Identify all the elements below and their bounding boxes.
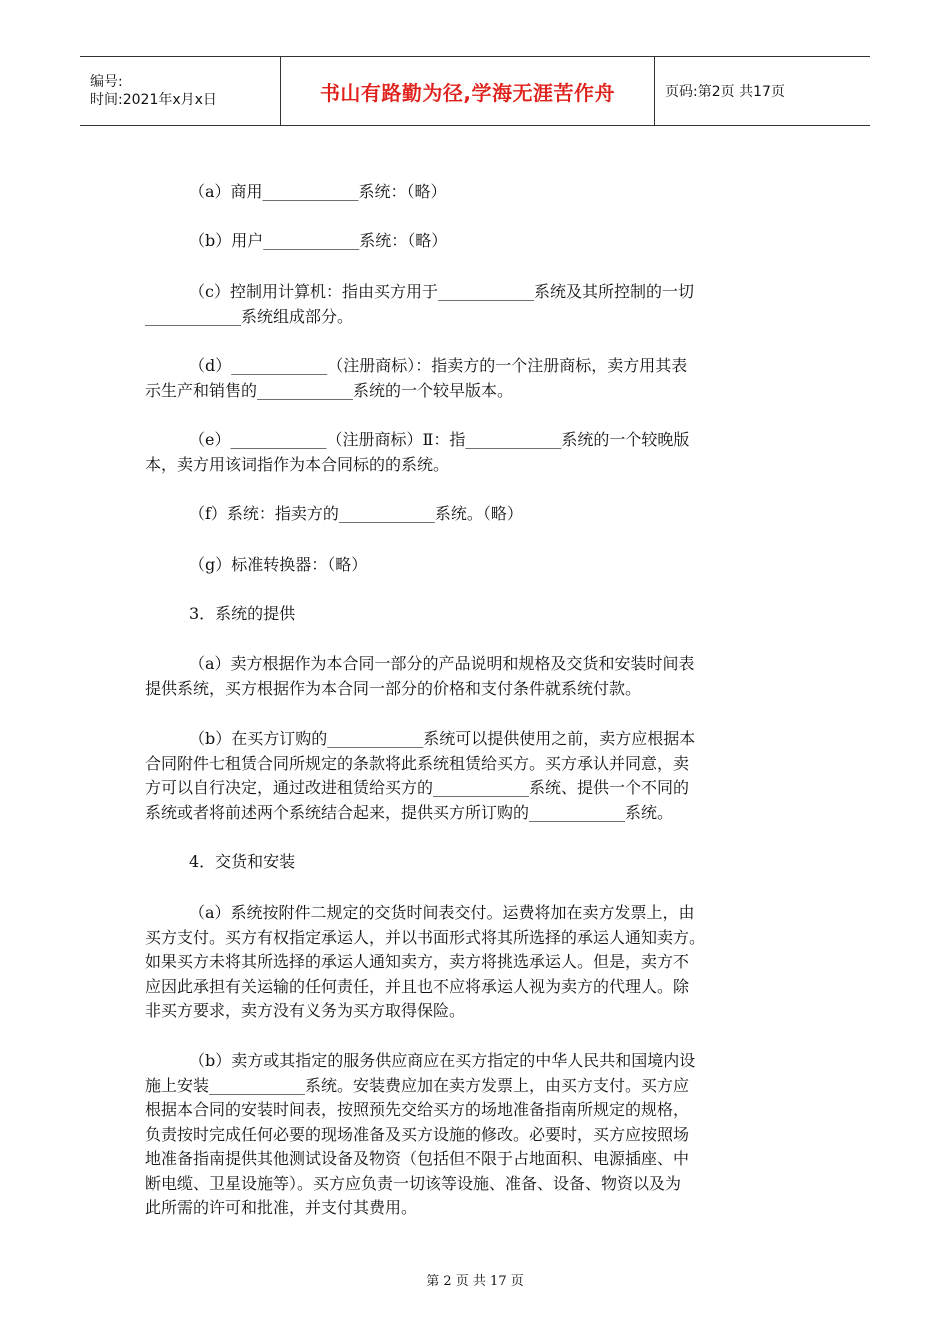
page-header xyxy=(80,56,870,126)
paragraph-line: 系统或者将前述两个系统结合起来，提供买方所订购的____________系统。 xyxy=(145,802,674,822)
paragraph xyxy=(145,1049,805,1221)
paragraph-line: 应因此承担有关运输的任何责任，并且也不应将承运人视为卖方的代理人。除 xyxy=(145,976,690,996)
paragraph-line: 本，卖方用该词指作为本合同标的的系统。 xyxy=(145,454,450,474)
paragraph-line: 非买方要求，卖方没有义务为买方取得保险。 xyxy=(145,1001,466,1020)
paragraph-line: 3．系统的提供 xyxy=(189,604,296,623)
header-meta xyxy=(80,57,281,125)
paragraph-line: （b）在买方订购的____________系统可以提供使用之前，卖方应根据本 xyxy=(189,729,696,748)
paragraph-line: 买方支付。买方有权指定承运人，并以书面形式将其所选择的承运人通知卖方。 xyxy=(145,927,706,947)
header-motto: 书山有路勤为径,学海无涯苦作舟 xyxy=(319,80,616,105)
paragraph-line: 断电缆、卫星设施等）。买方应负责一切该等设施、准备、设备、物资以及为 xyxy=(145,1173,682,1193)
paragraph-line: （d）____________（注册商标）：指卖方的一个注册商标，卖方用其表 xyxy=(189,356,688,375)
header-motto-cell xyxy=(281,57,655,125)
paragraph xyxy=(145,354,805,403)
paragraph xyxy=(145,553,805,578)
paragraph xyxy=(145,850,805,875)
paragraph xyxy=(145,180,805,205)
paragraph xyxy=(145,502,805,527)
document-number-label: 编号: xyxy=(90,74,123,90)
paragraph-line: （b）卖方或其指定的服务供应商应在买方指定的中华人民共和国境内设 xyxy=(189,1051,696,1070)
paragraph xyxy=(145,602,805,627)
paragraph xyxy=(145,280,805,329)
paragraph-line: 施上安装____________系统。安装费应加在卖方发票上，由买方支付。买方应 xyxy=(145,1075,690,1095)
page-footer: 第 2 页 共 17 页 xyxy=(426,1274,524,1289)
paragraph xyxy=(145,727,805,825)
paragraph xyxy=(145,229,805,254)
paragraph-line: 提供系统，买方根据作为本合同一部分的价格和支付条件就系统付款。 xyxy=(145,678,642,698)
paragraph-line: 负责按时完成任何必要的现场准备及买方设施的修改。必要时，买方应按照场 xyxy=(145,1124,690,1144)
paragraph-line: 此所需的许可和批准，并支付其费用。 xyxy=(145,1198,418,1217)
paragraph-line: ____________系统组成部分。 xyxy=(145,306,354,326)
paragraph-line: 方可以自行决定，通过改进租赁给买方的____________系统、提供一个不同的 xyxy=(145,778,690,797)
document-date-label: 时间:2021年x月x日 xyxy=(90,92,217,108)
paragraph xyxy=(145,901,805,1024)
header-page-number: 页码:第2页 共17页 xyxy=(665,84,785,100)
header-page-cell xyxy=(655,57,870,125)
paragraph-line: 合同附件七租赁合同所规定的条款将此系统租赁给买方。买方承认并同意，卖 xyxy=(145,753,690,773)
paragraph-line: 如果买方未将其所选择的承运人通知卖方，卖方将挑选承运人。但是，卖方不 xyxy=(145,952,690,971)
paragraph-line: （g）标准转换器：（略） xyxy=(189,555,368,574)
paragraph-line: （e）____________（注册商标）Ⅱ：指____________系统的一个较晚版 xyxy=(189,430,690,449)
paragraph-line: （a）卖方根据作为本合同一部分的产品说明和规格及交货和安装时间表 xyxy=(189,654,695,673)
paragraph-line: （c）控制用计算机：指由买方用于____________系统及其所控制的一切 xyxy=(189,282,694,301)
paragraph-line: （a）系统按附件二规定的交货时间表交付。运费将加在卖方发票上，由 xyxy=(189,903,695,922)
paragraph-line: （b）用户____________系统：（略） xyxy=(189,231,448,250)
paragraph-line: 地准备指南提供其他测试设备及物资（包括但不限于占地面积、电源插座、中 xyxy=(145,1149,690,1168)
paragraph-line: 示生产和销售的____________系统的一个较早版本。 xyxy=(145,380,514,400)
paragraph xyxy=(145,428,805,477)
paragraph-line: 根据本合同的安装时间表，按照预先交给买方的场地准备指南所规定的规格， xyxy=(145,1100,690,1119)
paragraph-line: （f）系统：指卖方的____________系统。（略） xyxy=(189,504,523,523)
paragraph-line: （a）商用____________系统：（略） xyxy=(189,182,447,201)
paragraph-line: 4．交货和安装 xyxy=(189,852,296,871)
paragraph xyxy=(145,652,805,701)
